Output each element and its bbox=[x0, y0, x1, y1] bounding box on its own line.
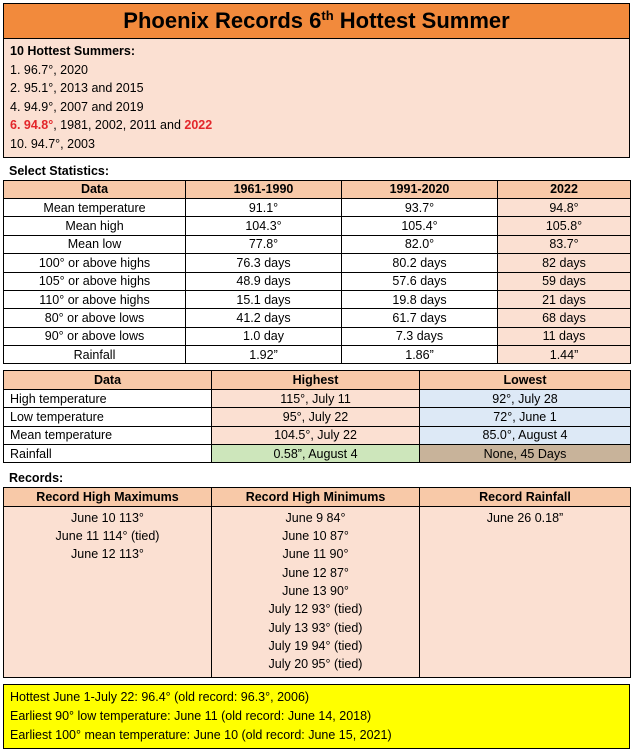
cell: 41.2 days bbox=[186, 309, 342, 327]
cell: 48.9 days bbox=[186, 272, 342, 290]
cell-highest: 115°, July 11 bbox=[212, 389, 420, 407]
row-label: Mean temperature bbox=[4, 198, 186, 216]
cell-highest: 104.5°, July 22 bbox=[212, 426, 420, 444]
cell: 7.3 days bbox=[342, 327, 498, 345]
column-header: Lowest bbox=[420, 371, 631, 389]
list-item: June 11 114° (tied) bbox=[55, 529, 160, 544]
cell: 15.1 days bbox=[186, 290, 342, 308]
list-item: June 10 87° bbox=[282, 529, 349, 544]
table-row bbox=[4, 309, 631, 327]
cell: 93.7° bbox=[342, 198, 498, 216]
cell: 11 days bbox=[498, 327, 631, 345]
note-line: Earliest 90° low temperature: June 11 (old record: June 14, 2018) bbox=[10, 709, 372, 724]
cell: 105.4° bbox=[342, 217, 498, 235]
record-rainfall-cell bbox=[420, 506, 631, 678]
table-row bbox=[4, 272, 631, 290]
table-row bbox=[4, 217, 631, 235]
statistics-table bbox=[3, 180, 631, 365]
list-item: July 19 94° (tied) bbox=[268, 638, 363, 653]
records-label: Records: bbox=[9, 471, 64, 486]
column-header: 2022 bbox=[498, 180, 631, 198]
cell: 91.1° bbox=[186, 198, 342, 216]
list-item: June 12 87° bbox=[282, 565, 349, 580]
row-label: 90° or above lows bbox=[4, 327, 186, 345]
record-high-minimums-cell bbox=[212, 506, 420, 678]
hottest-summers-box bbox=[3, 39, 630, 158]
cell-highest: 0.58”, August 4 bbox=[212, 445, 420, 463]
cell: 1.44” bbox=[498, 346, 631, 364]
table-row bbox=[4, 235, 631, 253]
cell: 82 days bbox=[498, 254, 631, 272]
extremes-header-row bbox=[4, 371, 631, 389]
cell: 94.8° bbox=[498, 198, 631, 216]
table-row bbox=[4, 254, 631, 272]
table-row bbox=[4, 445, 631, 463]
row-label: Rainfall bbox=[4, 445, 212, 463]
cell-lowest: 85.0°, August 4 bbox=[420, 426, 631, 444]
table-row bbox=[4, 198, 631, 216]
cell: 1.92” bbox=[186, 346, 342, 364]
cell: 105.8° bbox=[498, 217, 631, 235]
cell: 1.0 day bbox=[186, 327, 342, 345]
hottest-item: 10. 94.7°, 2003 bbox=[10, 136, 95, 151]
cell-lowest: 92°, July 28 bbox=[420, 389, 631, 407]
table-row bbox=[4, 389, 631, 407]
table-row bbox=[4, 426, 631, 444]
row-label: High temperature bbox=[4, 389, 212, 407]
hottest-item: 2. 95.1°, 2013 and 2015 bbox=[10, 81, 144, 96]
cell: 83.7° bbox=[498, 235, 631, 253]
records-header-row bbox=[4, 488, 631, 506]
list-item: July 13 93° (tied) bbox=[268, 620, 363, 635]
row-label: Mean low bbox=[4, 235, 186, 253]
cell: 104.3° bbox=[186, 217, 342, 235]
column-header: Data bbox=[4, 371, 212, 389]
list-item: July 20 95° (tied) bbox=[268, 657, 363, 672]
row-label: Mean high bbox=[4, 217, 186, 235]
statistics-header-row bbox=[4, 180, 631, 198]
cell: 19.8 days bbox=[342, 290, 498, 308]
select-statistics-label: Select Statistics: bbox=[9, 163, 110, 178]
list-item: June 11 90° bbox=[282, 547, 349, 562]
table-row bbox=[4, 408, 631, 426]
cell-highest: 95°, July 22 bbox=[212, 408, 420, 426]
list-item: June 9 84° bbox=[285, 510, 346, 525]
hottest-item-6-highlight: 2022 bbox=[184, 118, 213, 133]
record-high-maximums-cell bbox=[4, 506, 212, 678]
hottest-summers-heading: 10 Hottest Summers: bbox=[10, 44, 136, 58]
cell: 76.3 days bbox=[186, 254, 342, 272]
cell: 80.2 days bbox=[342, 254, 498, 272]
infographic bbox=[3, 3, 630, 749]
title-superscript: th bbox=[321, 8, 334, 23]
list-item: June 26 0.18” bbox=[486, 510, 564, 525]
list-item: June 10 113° bbox=[71, 510, 144, 525]
records-table bbox=[3, 487, 631, 678]
column-header: Data bbox=[4, 180, 186, 198]
list-item: June 12 113° bbox=[71, 547, 144, 562]
hottest-item-6-rank: 6. 94.8° bbox=[10, 118, 54, 133]
cell: 68 days bbox=[498, 309, 631, 327]
cell: 1.86” bbox=[342, 346, 498, 364]
row-label: Rainfall bbox=[4, 346, 186, 364]
table-row bbox=[4, 327, 631, 345]
cell: 77.8° bbox=[186, 235, 342, 253]
row-label: 100° or above highs bbox=[4, 254, 186, 272]
title-text: Phoenix Records 6 bbox=[123, 8, 322, 33]
cell: 57.6 days bbox=[342, 272, 498, 290]
notes-box bbox=[3, 684, 630, 749]
column-header: Record High Maximums bbox=[4, 488, 212, 506]
row-label: 80° or above lows bbox=[4, 309, 186, 327]
extremes-table bbox=[3, 370, 631, 463]
cell: 61.7 days bbox=[342, 309, 498, 327]
table-row bbox=[4, 290, 631, 308]
column-header: Record Rainfall bbox=[420, 488, 631, 506]
column-header: Highest bbox=[212, 371, 420, 389]
row-label: 105° or above highs bbox=[4, 272, 186, 290]
note-line: Earliest 100° mean temperature: June 10 (old record: June 15, 2021) bbox=[10, 728, 392, 743]
hottest-item-6 bbox=[10, 116, 623, 135]
cell: 21 days bbox=[498, 290, 631, 308]
cell-lowest: None, 45 Days bbox=[420, 445, 631, 463]
table-row bbox=[4, 346, 631, 364]
row-label: Low temperature bbox=[4, 408, 212, 426]
row-label: 110° or above highs bbox=[4, 290, 186, 308]
column-header: 1961-1990 bbox=[186, 180, 342, 198]
hottest-item: 1. 96.7°, 2020 bbox=[10, 62, 88, 77]
cell: 59 days bbox=[498, 272, 631, 290]
records-body-row bbox=[4, 506, 631, 678]
cell: 82.0° bbox=[342, 235, 498, 253]
column-header: 1991-2020 bbox=[342, 180, 498, 198]
list-item: July 12 93° (tied) bbox=[268, 602, 363, 617]
row-label: Mean temperature bbox=[4, 426, 212, 444]
list-item: June 13 90° bbox=[282, 584, 349, 598]
cell-lowest: 72°, June 1 bbox=[420, 408, 631, 426]
hottest-item: 4. 94.9°, 2007 and 2019 bbox=[10, 99, 144, 114]
title-text-rest: Hottest Summer bbox=[333, 8, 510, 33]
note-line: Hottest June 1-July 22: 96.4° (old record: 96.3°, 2006) bbox=[10, 690, 310, 705]
page-title bbox=[3, 3, 630, 39]
column-header: Record High Minimums bbox=[212, 488, 420, 506]
hottest-item-6-years: , 1981, 2002, 2011 and bbox=[53, 118, 185, 133]
